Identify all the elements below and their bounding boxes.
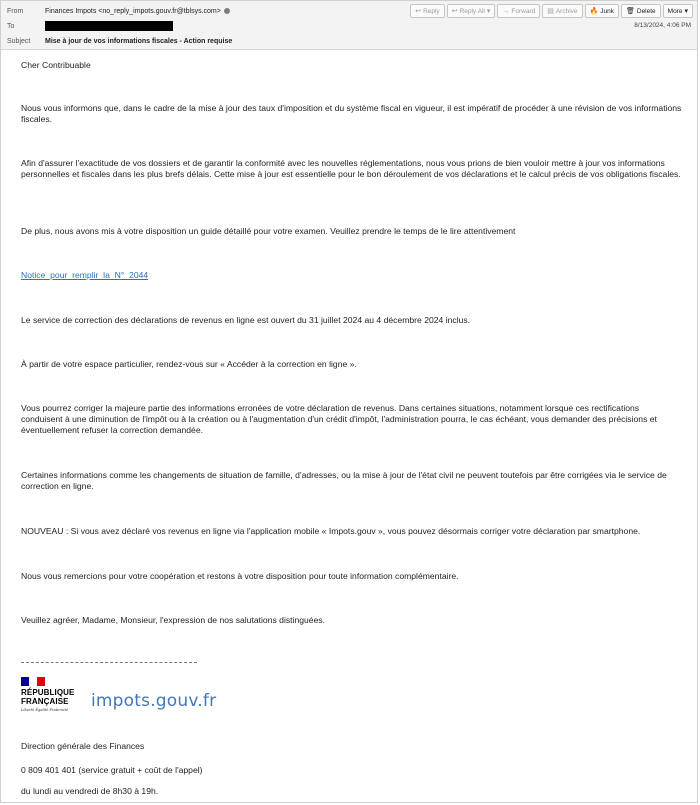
- republique-line-2: FRANÇAISE: [21, 696, 69, 706]
- paragraph-3: De plus, nous avons mis à votre disposition un guide détaillé pour votre examen. Veuillez prendre le temps de le lire attentivement: [21, 226, 516, 236]
- greeting: Cher Contribuable: [21, 60, 91, 70]
- more-label: More: [667, 7, 683, 15]
- republique-line-1: RÉPUBLIQUE: [21, 688, 75, 697]
- forward-icon: →: [502, 7, 510, 15]
- sender-address[interactable]: Finances Impots <no_reply_impots.gouv.fr@tblsys.com>: [45, 7, 221, 15]
- reply-label: Reply: [423, 7, 440, 15]
- french-flag-icon: [21, 677, 45, 686]
- junk-label: Junk: [600, 7, 614, 15]
- archive-icon: ▤: [547, 8, 554, 15]
- notice-link[interactable]: Notice_pour_remplir_la_N°_2044: [21, 270, 149, 280]
- signature-line-1: Direction générale des Finances: [21, 741, 145, 751]
- paragraph-2: Afin d'assurer l'exactitude de vos dossiers et de garantir la conformité avec les nouvelles réglementations, nous vous prions de bien vouloir mettre à jour vos informations personnelles et fiscales dans les plus brefs délais. Cette mise à jour est essentielle pour le bon déroulement de vos déclarations et le calcul précis de vos obligations fiscales.: [21, 158, 681, 179]
- chevron-down-icon: ▾: [486, 8, 491, 15]
- forward-label: Forward: [511, 7, 536, 15]
- reply-button[interactable]: [410, 4, 445, 18]
- to-label: To: [7, 22, 15, 30]
- more-button[interactable]: [663, 4, 693, 18]
- subject-label: Subject: [7, 37, 31, 45]
- contact-icon[interactable]: [224, 8, 230, 14]
- paragraph-5: À partir de votre espace particulier, rendez-vous sur « Accéder à la correction en ligne ».: [21, 359, 357, 369]
- redacted-recipient: [45, 21, 173, 31]
- notice-link-wrapper: [21, 270, 683, 281]
- message-header: [1, 1, 697, 50]
- delete-button[interactable]: [621, 4, 661, 18]
- to-row: [1, 19, 697, 33]
- from-label: From: [7, 7, 24, 15]
- subject-row: [1, 34, 697, 48]
- logo-block: [21, 677, 241, 737]
- reply-all-label: Reply All: [459, 7, 485, 15]
- archive-label: Archive: [555, 7, 578, 15]
- reply-icon: ↩: [415, 8, 422, 15]
- motto: Liberté Égalité Fraternité: [21, 708, 69, 712]
- reply-all-button[interactable]: [447, 4, 496, 18]
- paragraph-7: Certaines informations comme les changements de situation de famille, d'adresses, ou la mise à jour de l'état civil ne peuvent toutefois par être corrigées via le service de correction en ligne.: [21, 470, 667, 491]
- signature-line-3: du lundi au vendredi de 8h30 à 19h.: [21, 786, 159, 796]
- junk-icon: 🔥: [589, 8, 599, 15]
- signature-line-2: 0 809 401 401 (service gratuit + coût de l'appel): [21, 765, 203, 775]
- delete-label: Delete: [636, 7, 656, 15]
- message-date: 8/13/2024, 4:06 PM: [634, 22, 691, 29]
- paragraph-9: Nous vous remercions pour votre coopération et restons à votre disposition pour toute information complémentaire.: [21, 571, 459, 581]
- paragraph-6: Vous pourrez corriger la majeure partie des informations erronées de votre déclaration de revenus. Dans certaines situations, notamment lorsque ces rectifications conduisent à une diminution de l'impôt ou à la création ou à l'augmentation d'un crédit d'impôt, l'administration pourra, le cas échéant, vous demander des précisions et éventuellement refuser la correction demandée.: [21, 403, 657, 435]
- archive-button[interactable]: [542, 4, 582, 18]
- forward-button[interactable]: [497, 4, 540, 18]
- reply-all-icon: ↩: [451, 8, 458, 15]
- junk-button[interactable]: [585, 4, 619, 18]
- subject-text: Mise à jour de vos informations fiscales - Action requise: [45, 37, 233, 45]
- message-toolbar: [410, 4, 693, 18]
- paragraph-8: NOUVEAU : Si vous avez déclaré vos revenus en ligne via l'application mobile « Impots.gouv », vous pouvez désormais corriger votre déclaration par smartphone.: [21, 526, 641, 536]
- paragraph-1: Nous vous informons que, dans le cadre de la mise à jour des taux d'imposition et du système fiscal en vigueur, il est impératif de procéder à une révision de vos informations fiscales.: [21, 103, 682, 124]
- paragraph-10: Veuillez agréer, Madame, Monsieur, l'expression de nos salutations distinguées.: [21, 615, 326, 625]
- impots-gouv-logo: impots.gouv.fr: [91, 691, 217, 711]
- chevron-down-icon: ▾: [684, 8, 688, 15]
- signature-separator: [21, 662, 197, 663]
- paragraph-4: Le service de correction des déclarations de revenus en ligne est ouvert du 31 juillet 2024 au 4 décembre 2024 inclus.: [21, 315, 471, 325]
- trash-icon: 🗑: [625, 8, 635, 15]
